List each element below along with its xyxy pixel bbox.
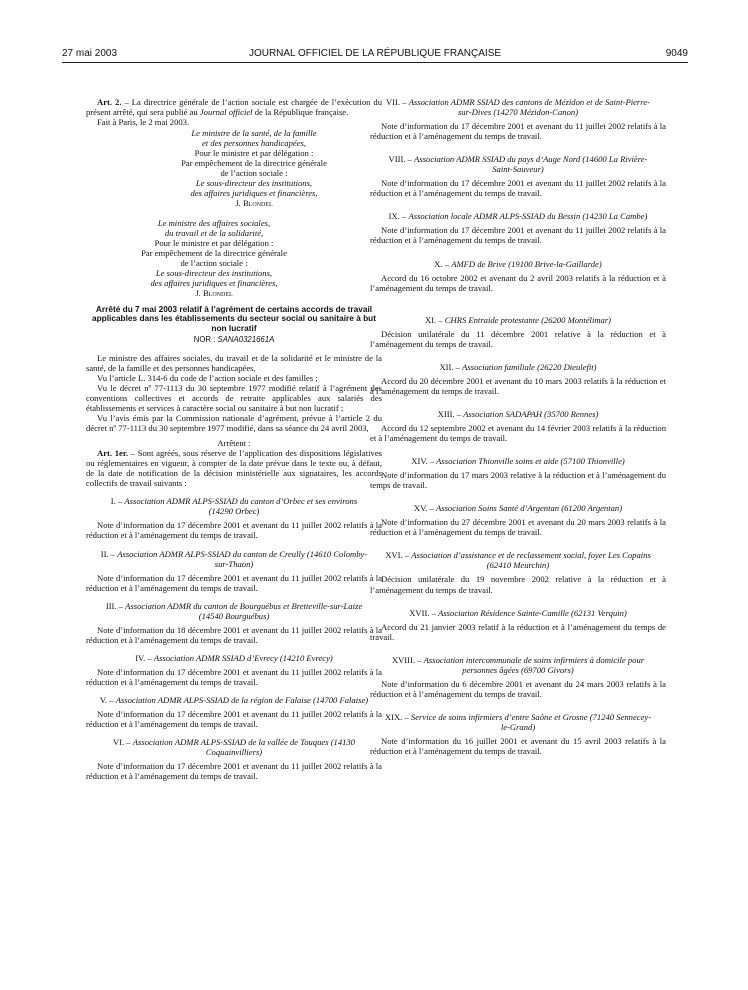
entry-name: Association ADMR ALPS-SSIAD du canton d’Orbec et ses environs (14290 Orbec) bbox=[124, 496, 358, 517]
entry-number: XIII. – bbox=[437, 408, 464, 419]
entry-name: Association locale ADMR ALPS-SSIAD du Bessin (14230 La Cambe) bbox=[408, 211, 648, 222]
entry-name: Association Soins Santé d’Argentan (61200 Argentan) bbox=[435, 503, 623, 514]
entry-number: XIV. – bbox=[411, 456, 437, 467]
article-2-label: Art. 2. bbox=[97, 97, 122, 107]
signature-block-2 bbox=[86, 218, 342, 298]
entry-body: Décision unilatérale du 11 décembre 2001 relative à la réduction et à l’aménagement du temps de travail. bbox=[370, 328, 666, 349]
entry-name: Association ADMR SSIAD d’Evrecy (14210 Evrecy) bbox=[153, 652, 333, 663]
entry-title bbox=[370, 315, 666, 325]
entry-body: Note d’information du 17 décembre 2001 et avenant du 11 juillet 2002 relatifs à la réduction et à l’aménagement du temps de travail. bbox=[86, 761, 382, 782]
entry-title bbox=[370, 211, 666, 221]
signature-line: de l’action sociale : bbox=[180, 257, 248, 268]
entry-number: X. – bbox=[434, 258, 452, 269]
entry-title bbox=[370, 503, 666, 513]
article-1-label: Art. 1er. bbox=[97, 448, 129, 459]
accord-entry bbox=[86, 496, 382, 540]
entry-title bbox=[370, 655, 666, 675]
accord-entry bbox=[370, 362, 666, 396]
entry-title bbox=[86, 653, 382, 663]
article-2-text: – La directrice générale de l’action sociale est chargée de l’exécution du présent arrêté, qui sera publié au bbox=[86, 97, 383, 118]
fait-a-paris: Fait à Paris, le 2 mai 2003. bbox=[97, 117, 190, 128]
entry-body: Note d’information du 6 décembre 2001 et avenant du 24 mars 2003 relatifs à la réduction et à l’aménagement du temps de travail. bbox=[370, 678, 666, 699]
entry-body: Note d’information du 17 décembre 2001 et avenant du 11 juillet 2002 relatifs à la réduction et à l’aménagement du temps de travail. bbox=[86, 709, 382, 730]
signature-line: des affaires juridiques et financières, bbox=[150, 277, 278, 288]
entry-number: XIX. – bbox=[384, 711, 411, 722]
accord-entry bbox=[86, 653, 382, 687]
signature-line: J. Blondel bbox=[195, 287, 233, 298]
entry-name: Association Résidence Sainte-Camille (62131 Verquin) bbox=[438, 607, 627, 618]
accord-entry bbox=[370, 712, 666, 756]
entry-body: Accord du 20 décembre 2001 et avenant du 10 mars 2003 relatifs à la réduction et à l’aménagement du temps de travail. bbox=[370, 375, 666, 396]
right-entries bbox=[370, 97, 666, 756]
intro-paragraph: Vu l’avis émis par la Commission nationale d’agrément, prévue à l’article 2 du décret nº 77-1113 du 30 septembre 1977 modifié, dans sa séance du 24 avril 2003, bbox=[86, 413, 382, 434]
entry-name: Association SADAPAH (35700 Rennes) bbox=[463, 408, 599, 419]
entry-number: XVI. – bbox=[385, 550, 412, 561]
accord-entry bbox=[370, 456, 666, 490]
accord-entry bbox=[86, 549, 382, 593]
article-1 bbox=[86, 448, 382, 488]
entry-title bbox=[370, 550, 666, 570]
entry-body: Note d’information du 17 décembre 2001 et avenant du 11 juillet 2002 relatifs à la réduction et à l’aménagement du temps de travail. bbox=[86, 520, 382, 541]
accord-entry bbox=[370, 211, 666, 245]
entry-title bbox=[370, 362, 666, 372]
signature-line: Pour le ministre et par délégation : bbox=[194, 148, 314, 159]
accord-entry bbox=[370, 97, 666, 141]
entry-title bbox=[370, 712, 666, 732]
intro-paragraph: Vu le décret nº 77-1113 du 30 septembre 1977 modifié relatif à l’agrément des conventions collectives et accords de retraite applicables aux salariés des établissements et services à caractère social ou sanitaire à but non lucratif ; bbox=[86, 382, 382, 413]
nor-reference bbox=[86, 335, 382, 345]
signature-line: Le sous-directeur des institutions, bbox=[155, 267, 273, 278]
entry-title bbox=[86, 737, 382, 757]
signature-line: J. Blondel bbox=[235, 198, 273, 209]
entry-name: Association ADMR SSIAD des cantons de Mézidon et de Saint-Pierre-sur-Dives (14270 Mézidon-Canon) bbox=[408, 97, 650, 118]
entry-name: Association d’assistance et de reclassement social, foyer Les Copains (62410 Meurchin) bbox=[411, 550, 651, 571]
signature-line: Par empêchement de la directrice générale bbox=[181, 158, 327, 169]
signature-line: des affaires juridiques et financières, bbox=[190, 188, 318, 199]
entry-body: Note d’information du 17 décembre 2001 et avenant du 11 juillet 2002 relatifs à la réduction et à l’aménagement du temps de travail. bbox=[370, 225, 666, 246]
entry-title bbox=[86, 695, 382, 705]
entry-number: XVII. – bbox=[409, 607, 439, 618]
arretent: Arrêtent : bbox=[217, 438, 251, 449]
entry-title bbox=[370, 154, 666, 174]
accord-entry bbox=[370, 608, 666, 642]
entry-body: Note d’information du 27 décembre 2001 et avenant du 20 mars 2003 relatifs à la réduction et à l’aménagement du temps de travail. bbox=[370, 517, 666, 538]
accord-entry bbox=[370, 315, 666, 349]
entry-number: III. – bbox=[105, 600, 126, 611]
entry-body: Note d’information du 17 décembre 2001 et avenant du 11 juillet 2002 relatifs à la réduction et à l’aménagement du temps de travail. bbox=[86, 572, 382, 593]
entry-number: XV. – bbox=[413, 503, 436, 514]
accord-entry bbox=[86, 601, 382, 645]
entry-body: Note d’information du 17 décembre 2001 et avenant du 11 juillet 2002 relatifs à la réduction et à l’aménagement du temps de travail. bbox=[370, 121, 666, 142]
signature-line: de l’action sociale : bbox=[220, 168, 288, 179]
entry-name: Association intercommunale de soins infirmiers à domicile pour personnes âgées (69700 Givors) bbox=[423, 654, 645, 675]
entry-number: XI. – bbox=[424, 314, 445, 325]
entry-title bbox=[370, 259, 666, 269]
intro-paragraph: Vu l’article L. 314-6 du code de l’action sociale et des familles ; bbox=[97, 372, 318, 383]
arrete-title: Arrêté du 7 mai 2003 relatif à l’agrément de certains accords de travail applicables dans les établissements du secteur social ou sanitaire à but non lucratif bbox=[91, 303, 377, 334]
left-entries bbox=[86, 496, 382, 781]
accord-entry bbox=[86, 737, 382, 781]
header-date: 27 mai 2003 bbox=[62, 48, 118, 59]
entry-title bbox=[86, 496, 382, 516]
header-page-number: 9049 bbox=[665, 48, 688, 59]
entry-body: Note d’information du 16 juillet 2001 et avenant du 15 avril 2003 relatifs à la réduction et à l’aménagement du temps de travail. bbox=[370, 735, 666, 757]
entry-number: II. – bbox=[100, 548, 118, 559]
nor-code: SANA0321661A bbox=[217, 334, 275, 344]
entry-number: VI. – bbox=[112, 737, 133, 748]
signature-line: du travail et de la solidarité, bbox=[164, 227, 264, 238]
entry-number: VII. – bbox=[386, 97, 409, 107]
signature-line: Pour le ministre et par délégation : bbox=[154, 237, 274, 248]
entry-name: AMFD de Brive (19100 Brive-la-Gaillarde) bbox=[451, 258, 602, 269]
entry-body: Note d’information du 17 décembre 2001 et avenant du 11 juillet 2002 relatifs à la réduction et à l’aménagement du temps de travail. bbox=[86, 666, 382, 687]
nor-label: NOR : bbox=[193, 334, 218, 344]
entry-name: Association ADMR ALPS-SSIAD du canton de Creully (14610 Colomby-sur-Thaon) bbox=[117, 548, 368, 569]
entry-title bbox=[370, 409, 666, 419]
article-2-journal: Journal officiel bbox=[199, 107, 253, 118]
entry-name: Association familiale (26220 Dieulefit) bbox=[462, 361, 597, 372]
entry-number: XVIII. – bbox=[391, 654, 424, 665]
signature-line: Le ministre des affaires sociales, bbox=[157, 217, 271, 228]
article-2 bbox=[86, 97, 382, 117]
entry-name: CHRS Entraide protestante (26200 Montélimar) bbox=[444, 314, 612, 325]
article-1-text: – Sont agréés, sous réserve de l’application des dispositions législatives ou réglementaires en vigueur, à compter de la date prévue dans le texte ou, à défaut, de la date de notification de la décision ministérielle aux signataires, les accords collectifs de travail suivants : bbox=[86, 448, 382, 489]
right-column bbox=[370, 97, 666, 756]
accord-entry bbox=[370, 550, 666, 594]
article-2-end: de la République française. bbox=[252, 107, 349, 118]
left-column bbox=[86, 97, 382, 781]
entry-number: XII. – bbox=[439, 361, 463, 372]
accord-entry bbox=[86, 695, 382, 729]
entry-body: Accord du 12 septembre 2002 et avenant du 14 février 2003 relatifs à la réduction et à l’aménagement du temps de travail. bbox=[370, 422, 666, 444]
entry-body: Accord du 21 janvier 2003 relatif à la réduction et à l’aménagement du temps de travail. bbox=[370, 621, 666, 642]
entry-number: IX. – bbox=[388, 211, 409, 222]
entry-name: Association ADMR ALPS-SSIAD de la région de Falaise (14700 Falaise) bbox=[115, 695, 369, 706]
entry-name: Association ADMR ALPS-SSIAD de la vallée de Touques (14130 Coquainvilliers) bbox=[132, 737, 356, 758]
entry-title bbox=[370, 97, 666, 117]
entry-name: Service de soins infirmiers d’entre Saône et Grosne (71240 Sennecey-le-Grand) bbox=[410, 711, 652, 732]
signature-line: Le sous-directeur des institutions, bbox=[195, 178, 313, 189]
signature-line: Le ministre de la santé, de la famille bbox=[191, 128, 317, 139]
entry-name: Association Thionville soins et aide (57100 Thionville) bbox=[436, 456, 625, 467]
accord-entry bbox=[370, 503, 666, 537]
page-header bbox=[62, 46, 688, 63]
accord-entry bbox=[370, 259, 666, 293]
signature-line: Par empêchement de la directrice générale bbox=[141, 247, 287, 258]
entry-name: Association ADMR SSIAD du pays d’Auge Nord (14600 La Rivière-Saint-Sauveur) bbox=[414, 154, 648, 175]
accord-entry bbox=[370, 655, 666, 699]
entry-body: Note d’information du 17 décembre 2001 et avenant du 11 juillet 2002 relatifs à la réduction et à l’aménagement du temps de travail. bbox=[370, 178, 666, 199]
accord-entry bbox=[370, 154, 666, 198]
entry-title bbox=[370, 456, 666, 466]
accord-entry bbox=[370, 409, 666, 443]
entry-body: Note d’information du 18 décembre 2001 et avenant du 11 juillet 2002 relatifs à la réduction et à l’aménagement du temps de travail. bbox=[86, 624, 382, 645]
entry-number: VIII. – bbox=[388, 154, 415, 165]
header-journal-title: JOURNAL OFFICIEL DE LA RÉPUBLIQUE FRANÇAISE bbox=[248, 48, 502, 59]
intro-paragraph: Le ministre des affaires sociales, du travail et de la solidarité et le ministre de la santé, de la famille et des personnes handicapées, bbox=[86, 352, 382, 373]
entry-body: Accord du 16 octobre 2002 et avenant du 2 avril 2003 relatifs à la réduction et à l’aménagement du temps de travail. bbox=[370, 272, 666, 293]
entry-title bbox=[370, 608, 666, 618]
entry-title bbox=[86, 549, 382, 569]
entry-number: I. – bbox=[110, 496, 125, 507]
signature-block-1 bbox=[126, 128, 382, 208]
entry-body: Décision unilatérale du 19 novembre 2002 relative à la réduction et à l’aménagement du temps de travail. bbox=[370, 574, 666, 595]
entry-number: IV. – bbox=[135, 652, 154, 663]
entry-name: Association ADMR du canton de Bourguébus et Bretteville-sur-Laize (14540 Bourguébus) bbox=[125, 600, 363, 621]
entry-title bbox=[86, 601, 382, 621]
entry-number: V. – bbox=[99, 695, 116, 706]
signature-line: et des personnes handicapées, bbox=[201, 138, 307, 149]
entry-body: Note d’information du 17 mars 2003 relative à la réduction et à l’aménagement du temps de travail. bbox=[370, 470, 666, 491]
intro-paragraphs bbox=[86, 353, 382, 433]
